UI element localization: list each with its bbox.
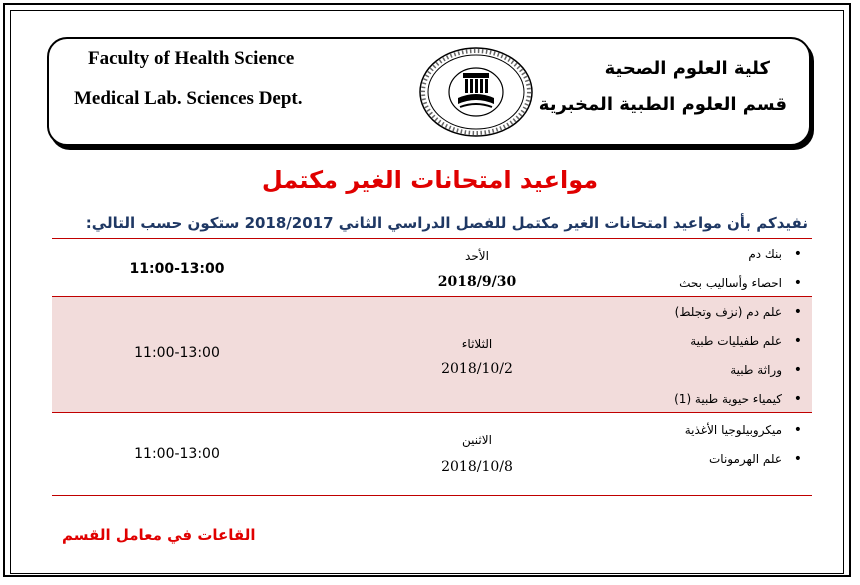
exam-time: 11:00-13:00 (129, 261, 225, 277)
exam-date: 2018/10/2 (441, 361, 513, 377)
list-item: • علم دم (نزف وتجلط) (592, 303, 812, 332)
department-name-en: Medical Lab. Sciences Dept. (74, 88, 303, 109)
subject-list (592, 421, 812, 479)
list-item: • علم طفيليات طبية (592, 332, 812, 361)
list-item: • علم الهرمونات (592, 450, 812, 479)
exam-day: الاثنين (462, 433, 492, 447)
exam-time: 11:00-13:00 (134, 345, 220, 361)
exam-day: الثلاثاء (461, 337, 493, 351)
intro-text: نفيدكم بأن مواعيد امتحانات الغير مكتمل للفصل الدراسي الثاني 2018/2017 ستكون حسب التالي: (85, 214, 808, 232)
table-row (52, 238, 812, 296)
list-item: • احصاء وأساليب بحث (592, 274, 812, 303)
exam-date: 2018/10/8 (441, 459, 513, 475)
table-row (52, 412, 812, 496)
subject-list (592, 303, 812, 419)
footer-note: القاعات في معامل القسم (62, 526, 256, 544)
university-logo (418, 46, 534, 138)
exam-day: الأحد (465, 249, 489, 263)
faculty-name-en: Faculty of Health Science (88, 48, 295, 69)
department-name-ar: قسم العلوم الطبية المخبرية (538, 94, 787, 115)
table-row (52, 296, 812, 412)
list-item: • كيمياء حيوية طبية (1) (592, 390, 812, 419)
list-item: • بنك دم (592, 245, 812, 274)
schedule-table (52, 238, 812, 496)
exam-date: 2018/9/30 (437, 274, 517, 290)
list-item: • ميكروبيلوجيا الأغذية (592, 421, 812, 450)
page-title: مواعيد امتحانات الغير مكتمل (261, 166, 599, 194)
subject-list (592, 245, 812, 303)
faculty-name-ar: كلية العلوم الصحية (604, 58, 770, 79)
exam-time: 11:00-13:00 (134, 446, 220, 462)
list-item: • وراثة طبية (592, 361, 812, 390)
